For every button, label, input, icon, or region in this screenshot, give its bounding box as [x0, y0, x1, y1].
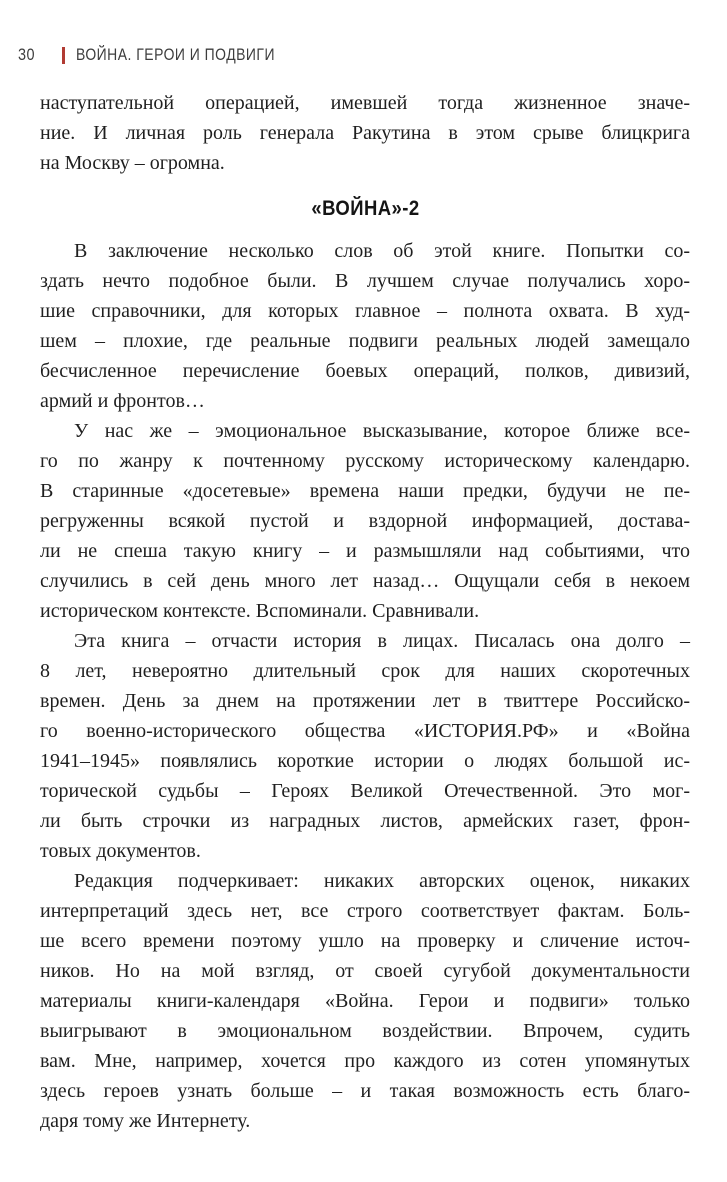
- text-line: выигрывают в эмоциональном воздействии. Впрочем, судить: [40, 1020, 690, 1042]
- text-line: го военно-исторического общества «ИСТОРИЯ.РФ» и «Война: [40, 720, 690, 742]
- text-line: 1941–1945» появлялись короткие истории о людях большой ис-: [40, 750, 690, 772]
- paragraph: [40, 236, 690, 416]
- paragraph: [40, 88, 690, 178]
- section-heading-text: «ВОЙНА»-2: [310, 197, 420, 220]
- text-line: шие справочники, для которых главное – полнота охвата. В худ-: [40, 300, 690, 322]
- text-line: армий и фронтов…: [40, 390, 205, 412]
- page-body: [40, 88, 690, 1136]
- text-line: историческом контексте. Вспоминали. Сравнивали.: [40, 600, 480, 622]
- text-line: материалы книги-календаря «Война. Герои и подвиги» только: [40, 990, 690, 1012]
- header-separator-bar: [62, 47, 65, 64]
- paragraph: [40, 416, 690, 626]
- text-line: здать нечто подобное были. В лучшем случае получались хоро-: [40, 270, 690, 292]
- section-heading: [40, 195, 690, 225]
- text-line: регруженны всякой пустой и вздорной информацией, достава-: [40, 510, 690, 532]
- text-line: го по жанру к почтенному русскому историческому календарю.: [40, 450, 690, 472]
- text-line: товых документов.: [40, 840, 201, 862]
- text-line: даря тому же Интернету.: [40, 1110, 251, 1132]
- text-line: на Москву – огромна.: [40, 152, 225, 174]
- text-line: здесь героев узнать больше – и такая возможность есть благо-: [40, 1080, 690, 1102]
- text-line: вам. Мне, например, хочется про каждого из сотен упомянутых: [40, 1050, 690, 1072]
- text-line: бесчисленное перечисление боевых операций, полков, дивизий,: [40, 360, 690, 382]
- text-line: времен. День за днем на протяжении лет в твиттере Российско-: [40, 690, 690, 712]
- text-line: шем – плохие, где реальные подвиги реальных людей замещало: [40, 330, 690, 352]
- text-line: ников. Но на мой взгляд, от своей сугубой документальности: [40, 960, 690, 982]
- text-line: интерпретаций здесь нет, все строго соответствует фактам. Боль-: [40, 900, 690, 922]
- text-line: 8 лет, невероятно длительный срок для наших скоротечных: [40, 660, 690, 682]
- text-line: наступательной операцией, имевшей тогда жизненное значе-: [40, 92, 690, 114]
- paragraph: [40, 626, 690, 866]
- text-line: ли не спеша такую книгу – и размышляли над событиями, что: [40, 540, 690, 562]
- text-line: ше всего времени поэтому ушло на проверку и сличение источ-: [40, 930, 690, 952]
- text-line: В заключение несколько слов об этой книге. Попытки со-: [74, 240, 690, 262]
- text-line: ли быть строчки из наградных листов, армейских газет, фрон-: [40, 810, 690, 832]
- text-line: случились в сей день много лет назад… Ощущали себя в некоем: [40, 570, 690, 592]
- text-line: Редакция подчеркивает: никаких авторских оценок, никаких: [74, 870, 690, 892]
- paragraph: [40, 866, 690, 1136]
- text-line: У нас же – эмоциональное высказывание, которое ближе все-: [74, 420, 690, 442]
- page-number: 30: [18, 45, 35, 64]
- running-header-title: ВОЙНА. ГЕРОИ И ПОДВИГИ: [75, 45, 275, 64]
- text-line: В старинные «досетевые» времена наши предки, будучи не пе-: [40, 480, 690, 502]
- text-line: ние. И личная роль генерала Ракутина в этом срыве блицкрига: [40, 122, 690, 144]
- running-header: [18, 45, 319, 65]
- text-line: Эта книга – отчасти история в лицах. Писалась она долго –: [74, 630, 690, 652]
- text-line: торической судьбы – Героях Великой Отечественной. Это мог-: [40, 780, 690, 802]
